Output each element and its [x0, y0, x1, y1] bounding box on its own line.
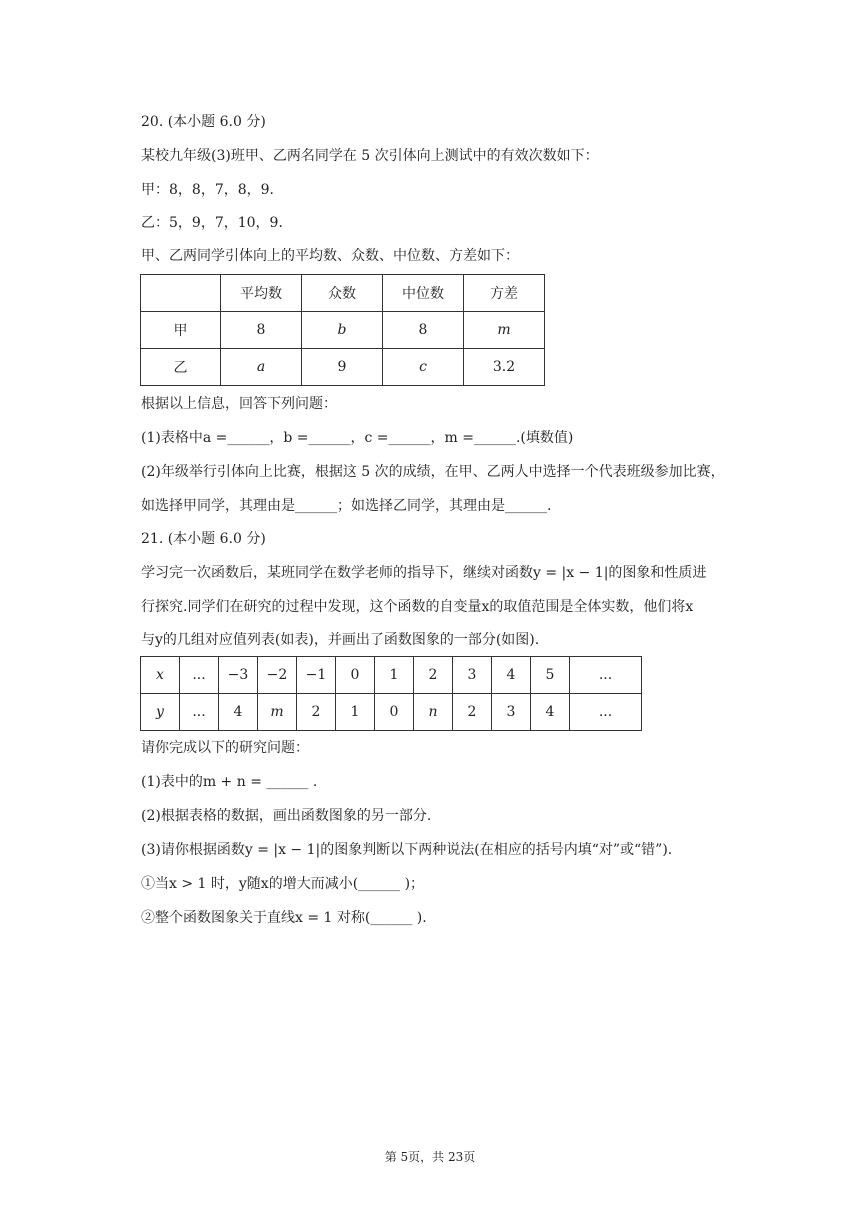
table-cell: 3 [453, 657, 492, 694]
table-cell: 1 [336, 694, 375, 731]
table-cell: 8 [221, 312, 302, 349]
q21-intro-line3: 与y的几组对应值列表(如表)，并画出了函数图象的一部分(如图). [141, 632, 540, 648]
q20-yi-data: 乙：5，9，7，10，9． [141, 215, 293, 231]
table-cell: 3.2 [464, 349, 545, 386]
table-cell: n [414, 694, 453, 731]
table-cell: −2 [258, 657, 297, 694]
table-cell: 众数 [302, 275, 383, 312]
table-cell: 4 [492, 657, 531, 694]
q21-part1: (1)表中的m + n = ______ . [141, 774, 318, 790]
xy-value-table [140, 656, 642, 731]
q20-jia-data: 甲：8，8，7，8，9． [141, 182, 284, 198]
table-header-row [141, 275, 545, 312]
table-row [141, 312, 545, 349]
table-cell: ... [180, 657, 219, 694]
q20-header: 20. (本小题 6.0 分) [141, 114, 266, 130]
table-cell: 5 [531, 657, 570, 694]
q20-part2-line2: 如选择甲同学，其理由是______；如选择乙同学，其理由是______. [141, 498, 552, 514]
table-cell: 2 [414, 657, 453, 694]
q20-table-intro: 甲、乙两同学引体向上的平均数、众数、中位数、方差如下： [141, 248, 519, 264]
table-cell: 9 [302, 349, 383, 386]
table-cell [141, 275, 221, 312]
q20-prompt: 根据以上信息，回答下列问题： [141, 396, 337, 412]
table-cell: a [221, 349, 302, 386]
table-cell: 0 [375, 694, 414, 731]
table-cell: 8 [383, 312, 464, 349]
table-cell: 2 [297, 694, 336, 731]
stats-table [140, 274, 545, 386]
q21-prompt: 请你完成以下的研究问题： [141, 740, 309, 756]
table-cell: 方差 [464, 275, 545, 312]
q21-header: 21. (本小题 6.0 分) [141, 531, 266, 547]
q21-intro-line2: 行探究.同学们在研究的过程中发现，这个函数的自变量x的取值范围是全体实数，他们将x [141, 599, 694, 615]
q21-item1: ①当x > 1 时，y随x的增大而减小(______ )； [141, 876, 425, 892]
table-cell: 4 [219, 694, 258, 731]
table-cell: −1 [297, 657, 336, 694]
q21-intro-line1: 学习完一次函数后，某班同学在数学老师的指导下，继续对函数y = |x − 1|的图象和性质进 [141, 565, 707, 581]
table-cell: b [302, 312, 383, 349]
q20-part2-line1: (2)年级举行引体向上比赛，根据这 5 次的成绩，在甲、乙两人中选择一个代表班级参加比赛， [141, 464, 725, 480]
q21-item2: ②整个函数图象关于直线x = 1 对称(______ ). [141, 910, 427, 926]
page-footer: 第 5页，共 23页 [384, 1150, 476, 1164]
table-cell: m [258, 694, 297, 731]
q20-intro: 某校九年级(3)班甲、乙两名同学在 5 次引体向上测试中的有效次数如下： [141, 148, 599, 164]
q20-part1: (1)表格中a =______，b =______，c =______，m =______.(填数值) [141, 430, 574, 446]
table-cell: −3 [219, 657, 258, 694]
table-cell: 0 [336, 657, 375, 694]
table-cell: 4 [531, 694, 570, 731]
table-cell: 平均数 [221, 275, 302, 312]
table-cell: ... [180, 694, 219, 731]
table-cell: y [141, 694, 180, 731]
table-row [141, 349, 545, 386]
table-cell: ... [570, 657, 642, 694]
table-cell: x [141, 657, 180, 694]
q21-part3: (3)请你根据函数y = |x − 1|的图象判断以下两种说法(在相应的括号内填“对”或“错”). [141, 842, 673, 858]
table-cell: 3 [492, 694, 531, 731]
table-cell: ... [570, 694, 642, 731]
q21-part2: (2)根据表格的数据，画出函数图象的另一部分. [141, 808, 432, 824]
table-cell: 乙 [141, 349, 221, 386]
table-cell: m [464, 312, 545, 349]
table-row [141, 694, 642, 731]
table-row [141, 657, 642, 694]
table-cell: 甲 [141, 312, 221, 349]
table-cell: 1 [375, 657, 414, 694]
table-cell: 2 [453, 694, 492, 731]
table-cell: 中位数 [383, 275, 464, 312]
table-cell: c [383, 349, 464, 386]
